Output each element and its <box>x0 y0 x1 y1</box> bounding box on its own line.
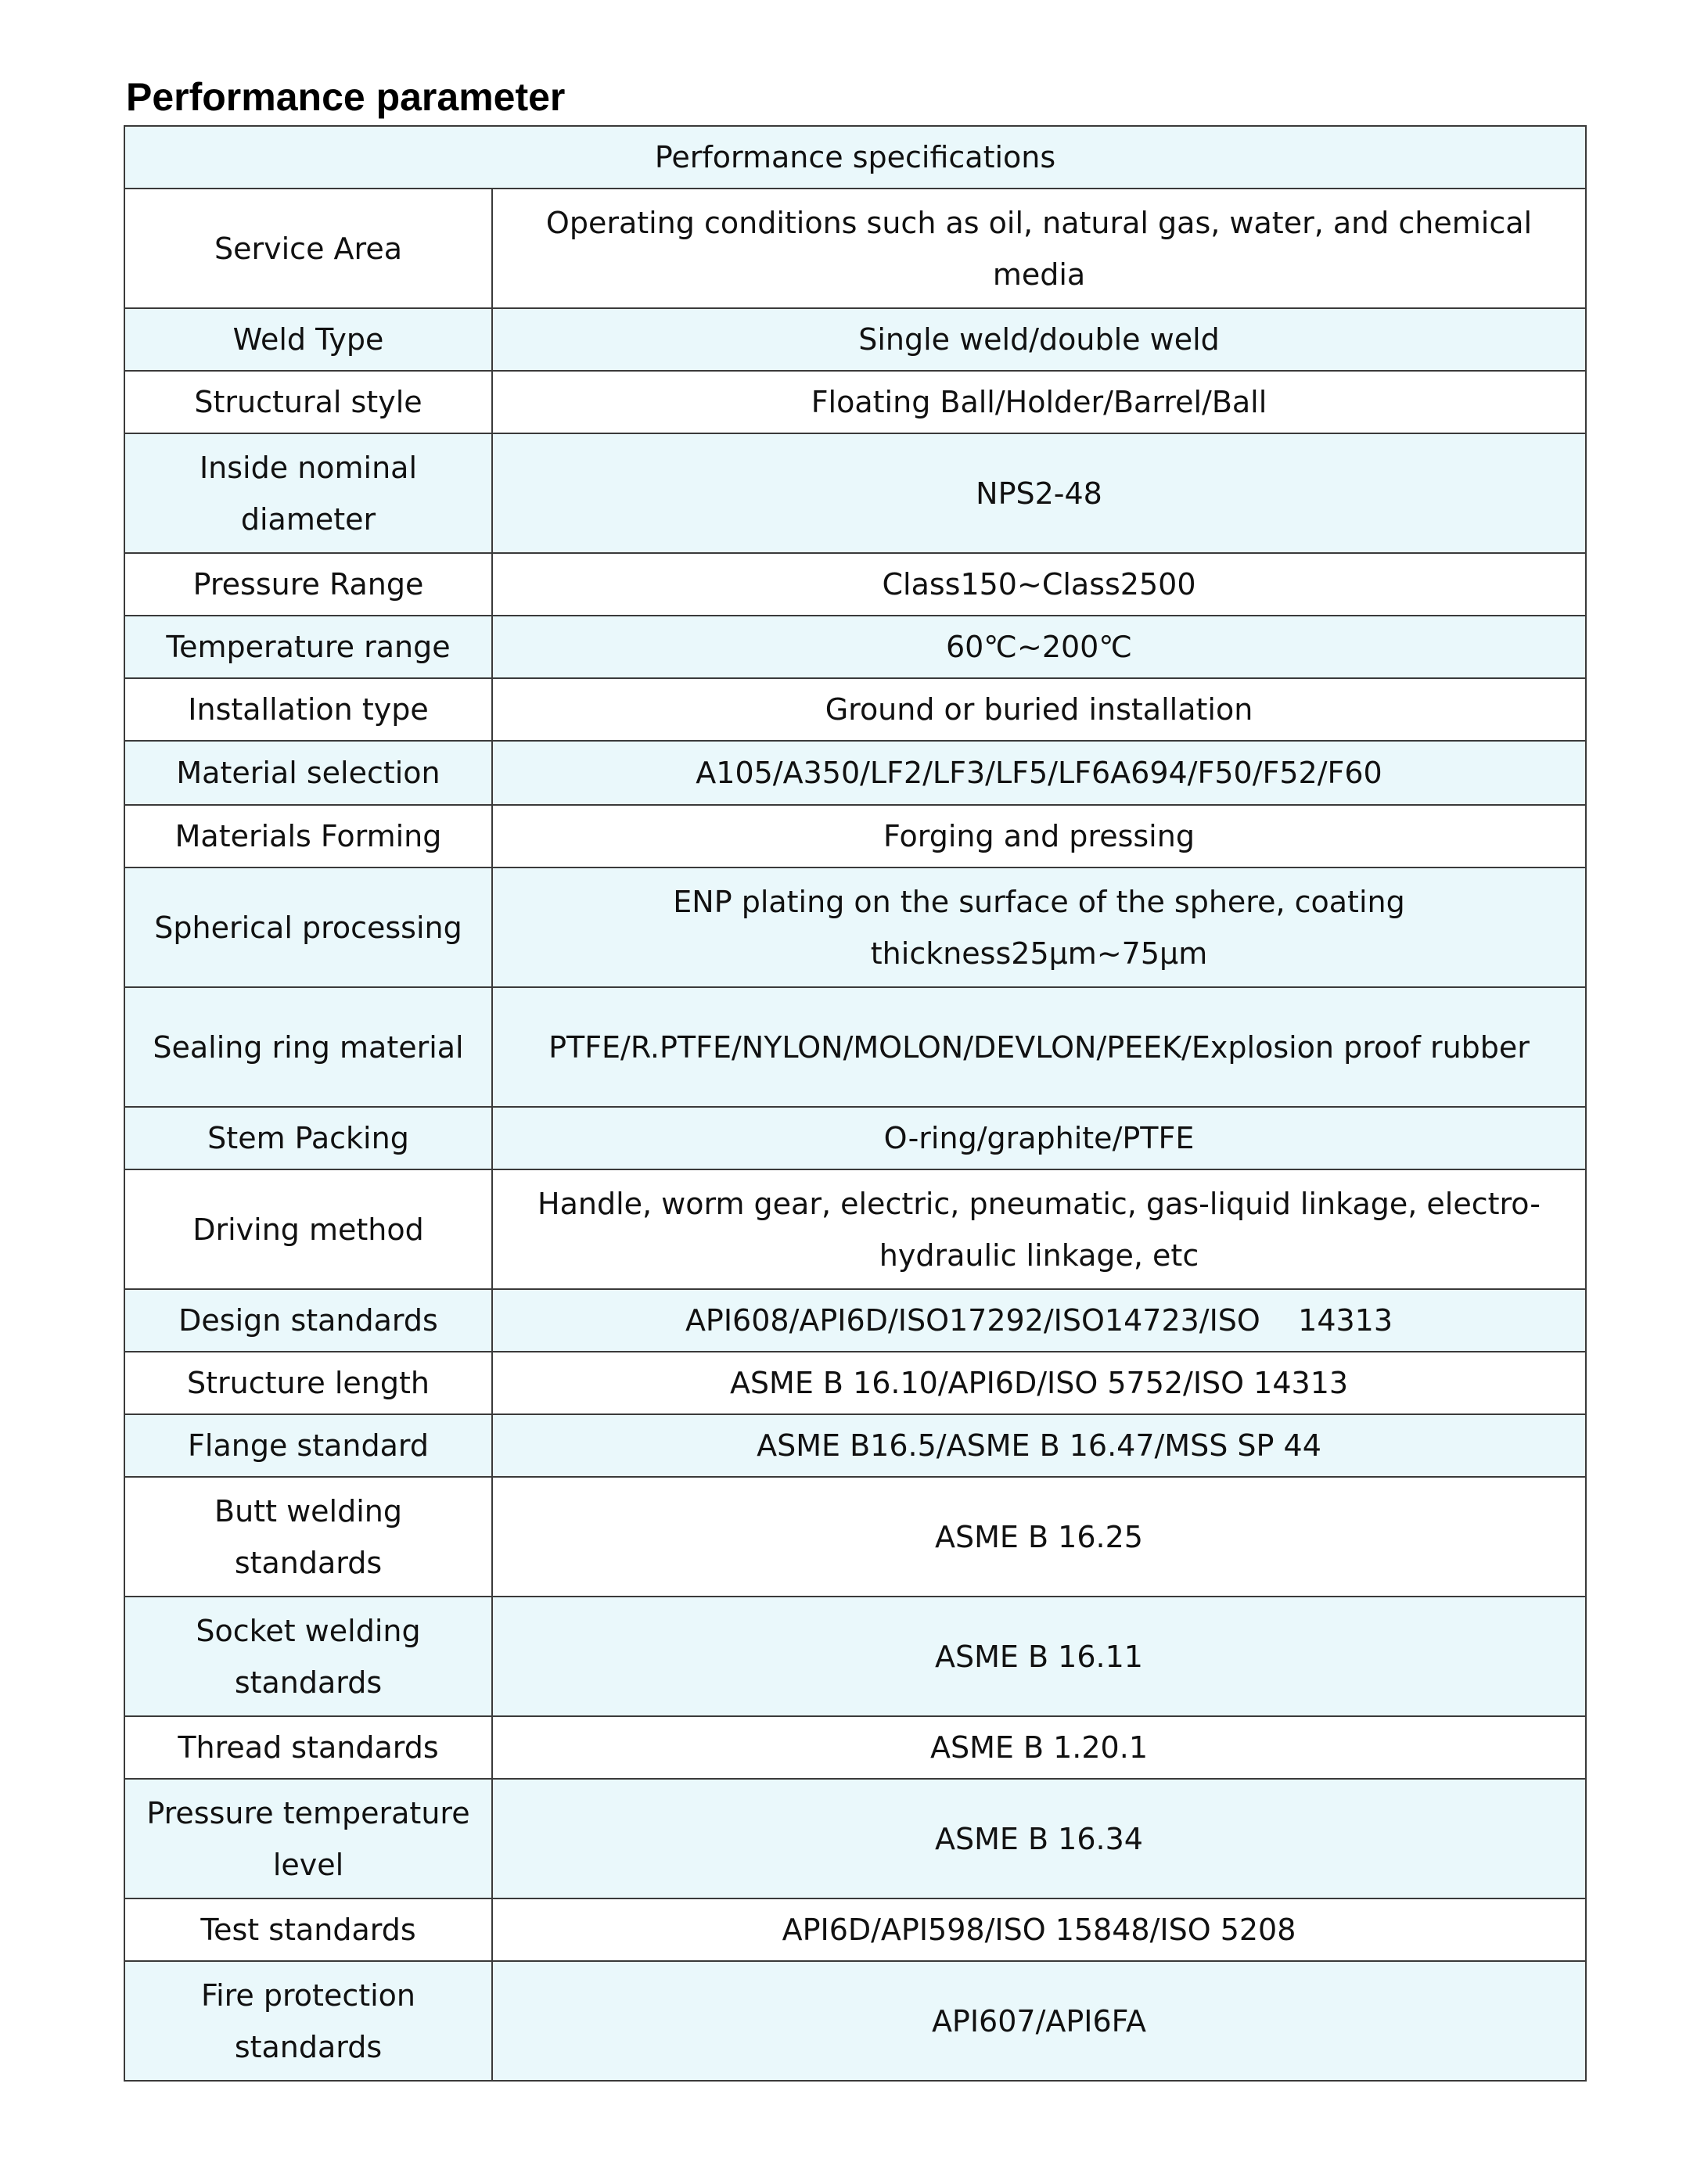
row-value-flange-standard: ASME B16.5/ASME B 16.47/MSS SP 44 <box>492 1414 1586 1477</box>
table-header-row <box>124 126 1586 189</box>
row-label-flange-standard: Flange standard <box>124 1414 492 1477</box>
table-row <box>124 1898 1586 1961</box>
performance-spec-table <box>124 125 1587 2082</box>
page-title: Performance parameter <box>126 75 566 119</box>
row-label-test-standards: Test standards <box>124 1898 492 1961</box>
row-value-spherical-processing: ENP plating on the surface of the sphere, coating thickness25μm~75μm <box>492 867 1586 987</box>
table-row <box>124 1289 1586 1352</box>
row-value-driving-method: Handle, worm gear, electric, pneumatic, gas-liquid linkage, electro-hydraulic linkage, etc <box>492 1169 1586 1289</box>
row-label-materials-forming: Materials Forming <box>124 805 492 867</box>
row-label-stem-packing: Stem Packing <box>124 1107 492 1169</box>
row-label-butt-welding-standards: Butt welding standards <box>124 1477 492 1597</box>
row-value-pressure-range: Class150~Class2500 <box>492 553 1586 616</box>
row-label-sealing-ring-material: Sealing ring material <box>124 987 492 1107</box>
row-value-stem-packing: O-ring/graphite/PTFE <box>492 1107 1586 1169</box>
table-row <box>124 867 1586 987</box>
row-value-structure-length: ASME B 16.10/API6D/ISO 5752/ISO 14313 <box>492 1352 1586 1414</box>
row-label-socket-welding-standards: Socket welding standards <box>124 1597 492 1716</box>
row-label-thread-standards: Thread standards <box>124 1716 492 1779</box>
row-label-pressure-temperature-level: Pressure temperature level <box>124 1779 492 1898</box>
row-label-fire-protection-standards: Fire protection standards <box>124 1961 492 2081</box>
table-row <box>124 1716 1586 1779</box>
row-label-structural-style: Structural style <box>124 371 492 433</box>
table-row <box>124 189 1586 308</box>
table-row <box>124 1779 1586 1898</box>
table-row <box>124 1414 1586 1477</box>
table-row <box>124 987 1586 1107</box>
row-value-service-area: Operating conditions such as oil, natural gas, water, and chemical media <box>492 189 1586 308</box>
row-value-design-standards: API608/API6D/ISO17292/ISO14723/ISO 14313 <box>492 1289 1586 1352</box>
table-row <box>124 1477 1586 1597</box>
row-value-weld-type: Single weld/double weld <box>492 308 1586 371</box>
row-value-fire-protection-standards: API607/API6FA <box>492 1961 1586 2081</box>
row-value-inside-nominal-diameter: NPS2-48 <box>492 433 1586 553</box>
table-header: Performance specifications <box>124 126 1586 189</box>
row-value-thread-standards: ASME B 1.20.1 <box>492 1716 1586 1779</box>
row-value-pressure-temperature-level: ASME B 16.34 <box>492 1779 1586 1898</box>
table-row <box>124 741 1586 805</box>
table-row <box>124 616 1586 678</box>
table-row <box>124 371 1586 433</box>
row-value-structural-style: Floating Ball/Holder/Barrel/Ball <box>492 371 1586 433</box>
row-label-pressure-range: Pressure Range <box>124 553 492 616</box>
row-value-socket-welding-standards: ASME B 16.11 <box>492 1597 1586 1716</box>
table-row <box>124 1961 1586 2081</box>
row-value-materials-forming: Forging and pressing <box>492 805 1586 867</box>
table-row <box>124 1597 1586 1716</box>
row-value-material-selection: A105/A350/LF2/LF3/LF5/LF6A694/F50/F52/F60 <box>492 741 1586 805</box>
table-row <box>124 1352 1586 1414</box>
row-label-material-selection: Material selection <box>124 741 492 805</box>
row-label-design-standards: Design standards <box>124 1289 492 1352</box>
row-value-sealing-ring-material: PTFE/R.PTFE/NYLON/MOLON/DEVLON/PEEK/Explosion proof rubber <box>492 987 1586 1107</box>
row-label-driving-method: Driving method <box>124 1169 492 1289</box>
table-row <box>124 308 1586 371</box>
table-row <box>124 553 1586 616</box>
table-row <box>124 678 1586 741</box>
table-row <box>124 805 1586 867</box>
table-row <box>124 433 1586 553</box>
row-value-butt-welding-standards: ASME B 16.25 <box>492 1477 1586 1597</box>
row-label-installation-type: Installation type <box>124 678 492 741</box>
row-value-installation-type: Ground or buried installation <box>492 678 1586 741</box>
table-row <box>124 1107 1586 1169</box>
row-value-temperature-range: 60℃~200℃ <box>492 616 1586 678</box>
row-label-temperature-range: Temperature range <box>124 616 492 678</box>
row-label-structure-length: Structure length <box>124 1352 492 1414</box>
row-label-weld-type: Weld Type <box>124 308 492 371</box>
row-value-test-standards: API6D/API598/ISO 15848/ISO 5208 <box>492 1898 1586 1961</box>
table-row <box>124 1169 1586 1289</box>
row-label-spherical-processing: Spherical processing <box>124 867 492 987</box>
row-label-service-area: Service Area <box>124 189 492 308</box>
row-label-inside-nominal-diameter: Inside nominal diameter <box>124 433 492 553</box>
